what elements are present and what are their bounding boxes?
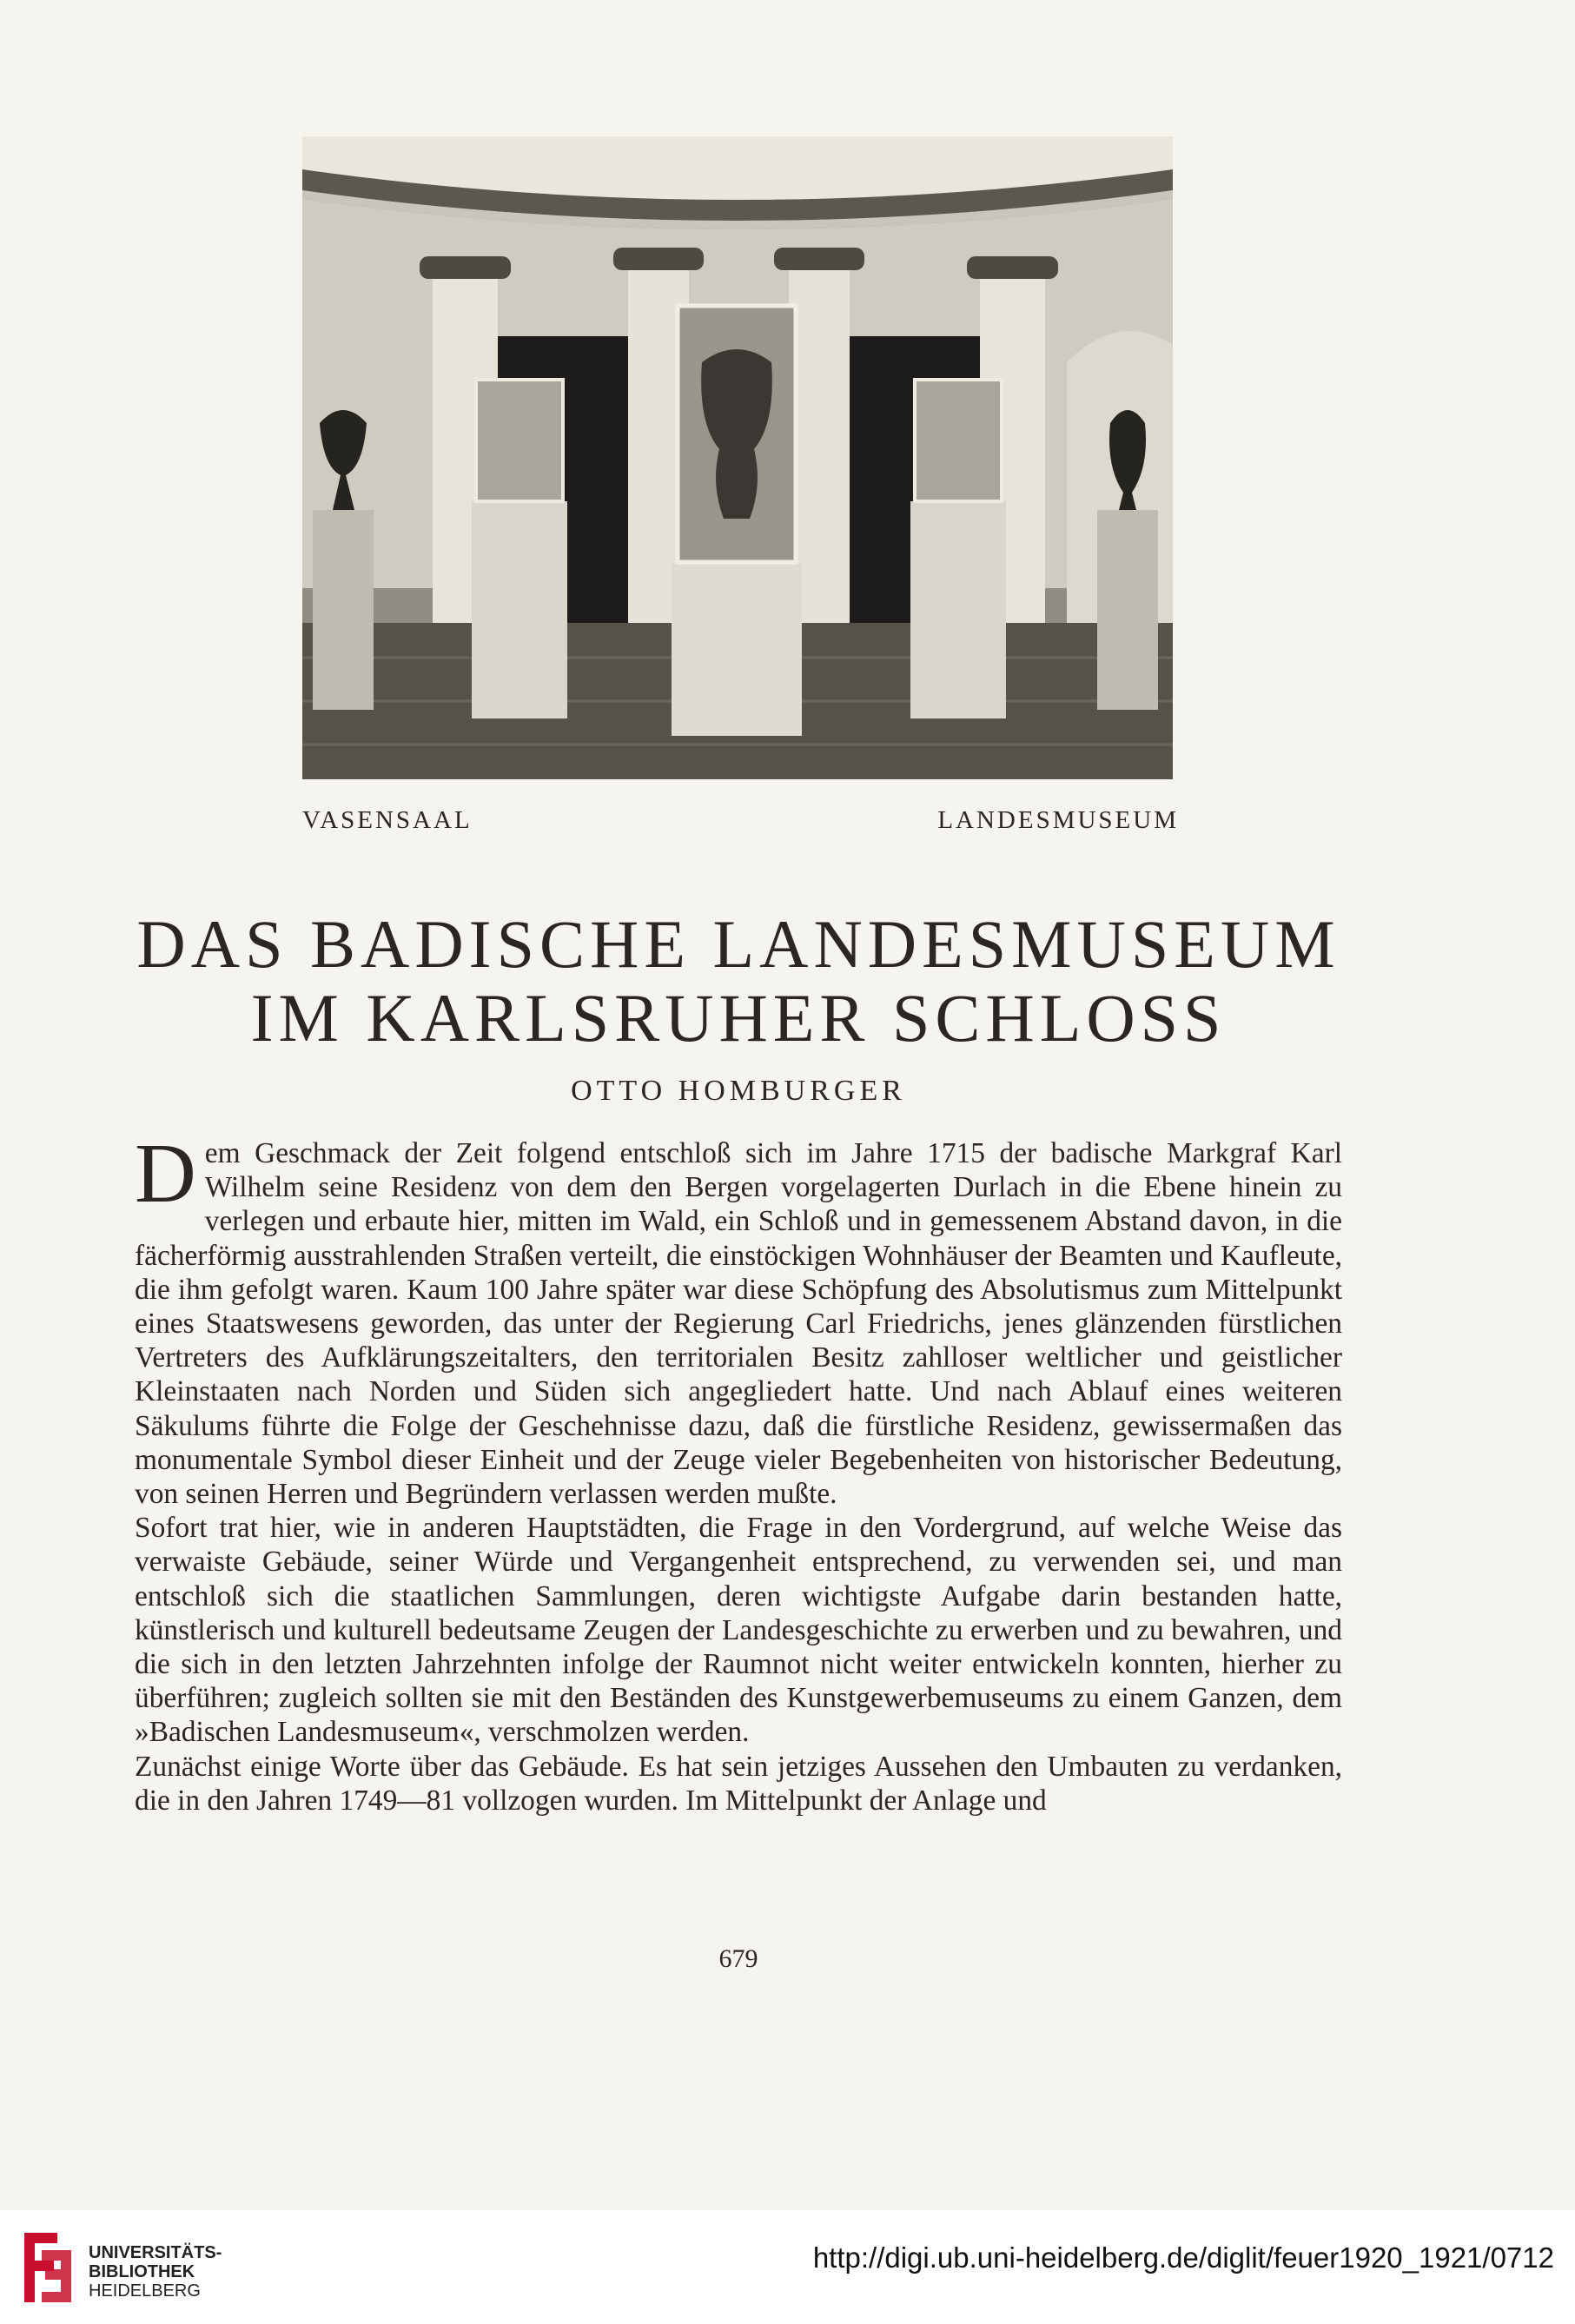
paragraph-3: Zunächst einige Worte über das Gebäude. Es hat sein jetziges Aussehen den Umbauten zu verdanken, die in den Jahren 1749—81 vollzogen wurden. Im Mittelpunkt der Anlage und xyxy=(135,1750,1342,1817)
article-author: OTTO HOMBURGER xyxy=(571,1075,906,1107)
library-name xyxy=(89,2243,222,2301)
museum-hall-image xyxy=(302,136,1173,779)
library-name-line1: UNIVERSITÄTS- xyxy=(89,2243,222,2262)
vasensaal-photograph xyxy=(302,136,1173,779)
drop-cap: D xyxy=(135,1127,196,1221)
library-footer xyxy=(0,2210,1575,2324)
page-number: 679 xyxy=(718,1944,758,1973)
article-title-line1: DAS BADISCHE LANDESMUSEUM xyxy=(136,906,1340,982)
photo-caption-left: VASENSAAL xyxy=(302,806,473,834)
paragraph-1 xyxy=(135,1127,1342,1511)
paragraph-2: Sofort trat hier, wie in anderen Hauptstädten, die Frage in den Vordergrund, auf welche Weise das verwaiste Gebäude, seiner Würde und Vergangenheit entsprechend, zu verwenden sei, und man entschloß sich die staatlichen Sammlungen, deren wichtigste Aufgabe darin bestanden hatte, künstlerisch und kulturell bedeutsame Zeugen der Landesgeschichte zu erwerben und zu bewahren, und die sich in den letzten Jahrzehnten infolge der Raumnot nicht weiter entwickeln konnten, hierher zu überführen; zugleich sollten sie mit den Beständen des Kunstgewerbemuseums zu einem Ganzen, dem »Badischen Landesmuseum«, verschmolzen werden. xyxy=(135,1512,1342,1749)
photo-caption-right: LANDESMUSEUM xyxy=(937,806,1179,834)
article-body xyxy=(135,1127,1342,1817)
library-name-line3: HEIDELBERG xyxy=(89,2281,201,2301)
library-name-line2: BIBLIOTHEK xyxy=(89,2262,195,2281)
permalink-url[interactable]: http://digi.ub.uni-heidelberg.de/diglit/feuer1920_1921/0712 xyxy=(812,2241,1554,2274)
paragraph-1-text: em Geschmack der Zeit folgend entschloß sich im Jahre 1715 der badische Markgraf Karl Wilhelm seine Residenz von dem den Bergen vorgelagerten Durlach in die Ebene hinein zu verlegen und erbaute hier, mitten im Wald, ein Schloß und in gemessenem Abstand davon, in die fächerförmig ausstrahlenden Straßen verteilt, die einstöckigen Wohnhäuser der Beamten und Kaufleute, die ihm gefolgt waren. Kaum 100 Jahre später war diese Schöpfung des Absolutismus zum Mittelpunkt eines Staatswesens geworden, das unter der Regierung Carl Friedrichs, jenes glänzenden fürstlichen Vertreters des Aufklärungszeitalters, den territorialen Besitz zahlloser weltlicher und geistlicher Kleinstaaten nach Norden und Süden sich angegliedert hatte. Und nach Ablauf eines weiteren Säkulums führte die Folge der Geschehnisse dazu, daß die fürstliche Residenz, gewissermaßen das monumentale Symbol dieser Einheit und der Zeuge vieler Begebenheiten von historischer Bedeutung, von seinen Herren und Begründern verlassen werden mußte. xyxy=(135,1137,1342,1511)
ub-heidelberg-logo-icon xyxy=(16,2226,80,2309)
article-title-line2: IM KARLSRUHER SCHLOSS xyxy=(250,980,1227,1056)
